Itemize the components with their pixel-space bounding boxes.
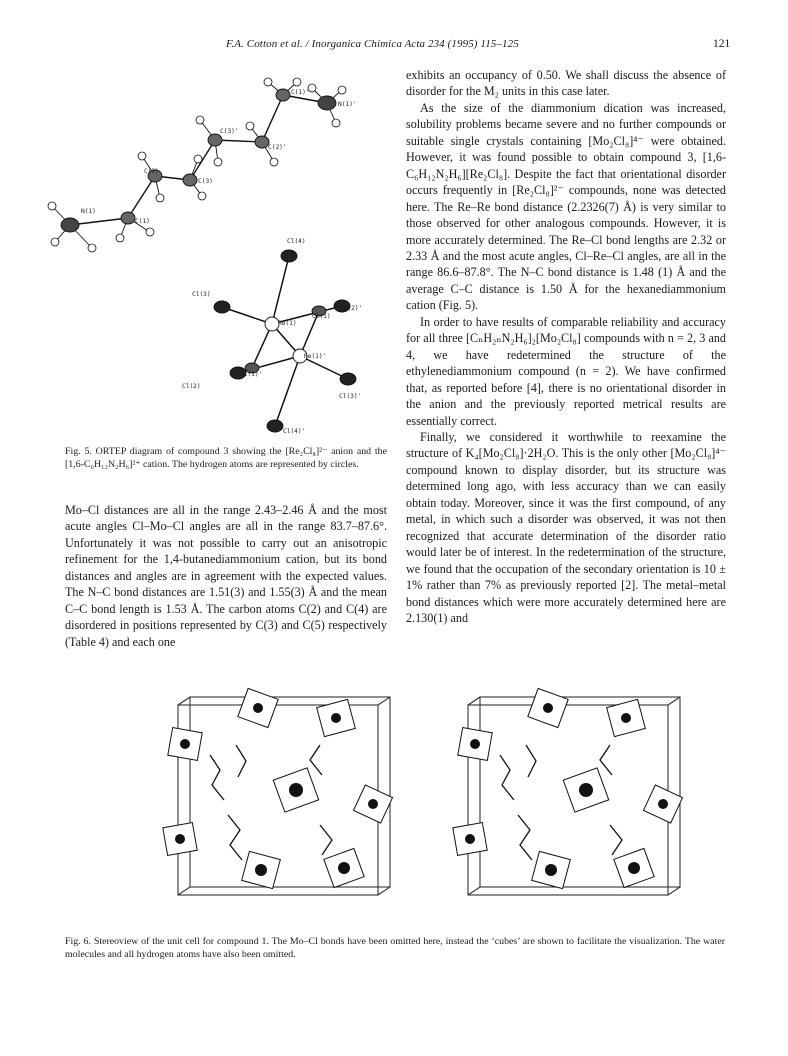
left-paragraph-1: Mo–Cl distances are all in the range 2.43–2.46 Å and the most acute angles Cl–Mo–Cl angles are all in the range 83.7–87.6°. Unfortunately it was not possible to carry out an anisotropic refinement for the 1,4-butanediammonium cation, but its bond distances and angles are in agreement with the expected values. The N–C bond distances are 1.51(3) and 1.55(3) Å and the mean C–C bond length is 1.53 Å. The carbon atoms C(2) and C(4) are disordered in positions represented by C(3) and C(5) respectively (Table 4) and each one — [65, 503, 387, 649]
atom-label-cl1-prime: Cl(1)' — [240, 371, 263, 378]
cation-chains-right — [500, 745, 622, 860]
figure-6-caption-text: Stereoview of the unit cell for compound 1. The Mo–Cl bonds have been omitted here, instead the ‘cubes’ are shown to facilitate the visualization. The water molecules and all hydrogen atoms have also been omitted. — [65, 936, 725, 960]
figure-5-ortep-diagram — [40, 70, 390, 440]
right-paragraph-2: As the size of the diammonium dication was increased, solubility problems became severe and no further compounds or suitable single crystals containing [Mo₂Cl₈]⁴⁻ were obtained. However, it was found possible to obtain compound 3, [1,6-C₆H₁₂N₂H₆][Re₂Cl₈]. Despite the fact that orientational disorder occurs frequently in [Re₂Cl₈]²⁻ compounds, none was detected here. The Re–Re bond distance (2.2326(7) Å) is very similar to those observed for other analogous compounds. However, it is more accurately determined. The Re–Cl bond lengths are 2.32 or 2.33 Å and the most acute angles, Cl–Re–Cl angles, are all in the range 86.6–87.8°. The N–C bond distance is 1.48 (1) Å and the average C–C distance is 1.50 Å for the hexanediammonium cation (Fig. 5). — [406, 100, 726, 313]
right-text-column — [406, 67, 726, 626]
anion-atoms — [214, 250, 356, 432]
figure-5-caption — [65, 446, 387, 471]
left-text-column — [65, 502, 387, 650]
hydrogen-bonds — [52, 82, 342, 248]
cation-chains — [210, 745, 332, 860]
figure-6-stereoview — [150, 685, 710, 921]
figure-5-caption-text: ORTEP diagram of compound 3 showing the [Re₂Cl₈]²⁻ anion and the [1,6-C₆H₁₂N₂H₆]²⁺ cation. The hydrogen atoms are represented by circles. — [65, 446, 387, 470]
atom-label-c2-prime: C(2)' — [268, 144, 287, 151]
right-paragraph-4: Finally, we considered it worthwhile to reexamine the structure of K₄[Mo₂Cl₈]·2H₂O. This is the only other [Mo₂Cl₈]⁴⁻ compound known to display disorder, but its structure was determined long ago, with less accuracy than we can easily obtain today. Moreover, since it was the first compound, of any metal, in which such a disorder was observed, it was not then recognized that accurate determination of the disorder ratio would later be of interest. In the redetermination of the structure, we found that the occupation of the secondary orientation is 10 ± 1% rather than 7% as previously reported [2]. The metal–metal bond distances which were more accurately determined here are 2.130(1) and — [406, 429, 726, 625]
atom-label-c3: C(3) — [198, 178, 213, 185]
atom-label-cl3: Cl(3) — [192, 291, 211, 298]
atom-label-c1: C(1) — [135, 218, 150, 225]
running-head: F.A. Cotton et al. / Inorganica Chimica Acta 234 (1995) 115–125 — [226, 38, 519, 50]
atom-label-c3-prime: C(3)' — [220, 128, 239, 135]
hydrogen-atoms — [48, 78, 346, 252]
anion-atom-labels — [182, 238, 362, 435]
stereo-view-left — [163, 688, 393, 895]
figure-6-caption-label: Fig. 6. — [65, 936, 91, 947]
atom-label-cl4: Cl(4) — [287, 238, 306, 245]
atom-label-re1: Re(1) — [278, 320, 297, 327]
figure-6-caption — [65, 936, 725, 961]
page-number: 121 — [713, 38, 731, 50]
atom-label-n1: N(1) — [81, 208, 96, 215]
atom-label-n1-prime: N(1)' — [338, 101, 357, 108]
right-paragraph-1: exhibits an occupancy of 0.50. We shall discuss the absence of disorder for the M₂ units in this case later. — [406, 68, 726, 99]
atom-label-cl3-prime: Cl(3)' — [339, 393, 362, 400]
atom-label-cl2-prime: Cl(2)' — [340, 305, 363, 312]
atom-label-re1-prime: Re(1)' — [304, 353, 327, 360]
atom-label-cl4-prime: Cl(4)' — [283, 428, 306, 435]
figure-5-caption-label: Fig. 5. — [65, 446, 92, 457]
atom-label-c1-prime: C(1)' — [291, 89, 310, 96]
atom-label-c2: C(2) — [144, 168, 159, 175]
cation-atom-labels — [81, 89, 357, 225]
atom-label-cl2: Cl(2) — [182, 383, 201, 390]
right-paragraph-3: In order to have results of comparable reliability and accuracy for all three [CₙH₂ₙN₂H₆]₂[Mo₂Cl₈] compounds with n = 2, 3 and 4, we have redetermined the structure of the ethylenediammonium compound (n = 2). We have confirmed that, as reported before [4], there is no orientational disorder in the anion and the previously reported metrical results are essentially correct. — [406, 314, 726, 428]
anion-cubes-right — [453, 688, 683, 888]
atom-label-cl1: Cl(1) — [312, 313, 331, 320]
anion-bonds — [222, 256, 348, 426]
anion-cubes — [163, 688, 393, 888]
stereo-view-right — [453, 688, 683, 895]
